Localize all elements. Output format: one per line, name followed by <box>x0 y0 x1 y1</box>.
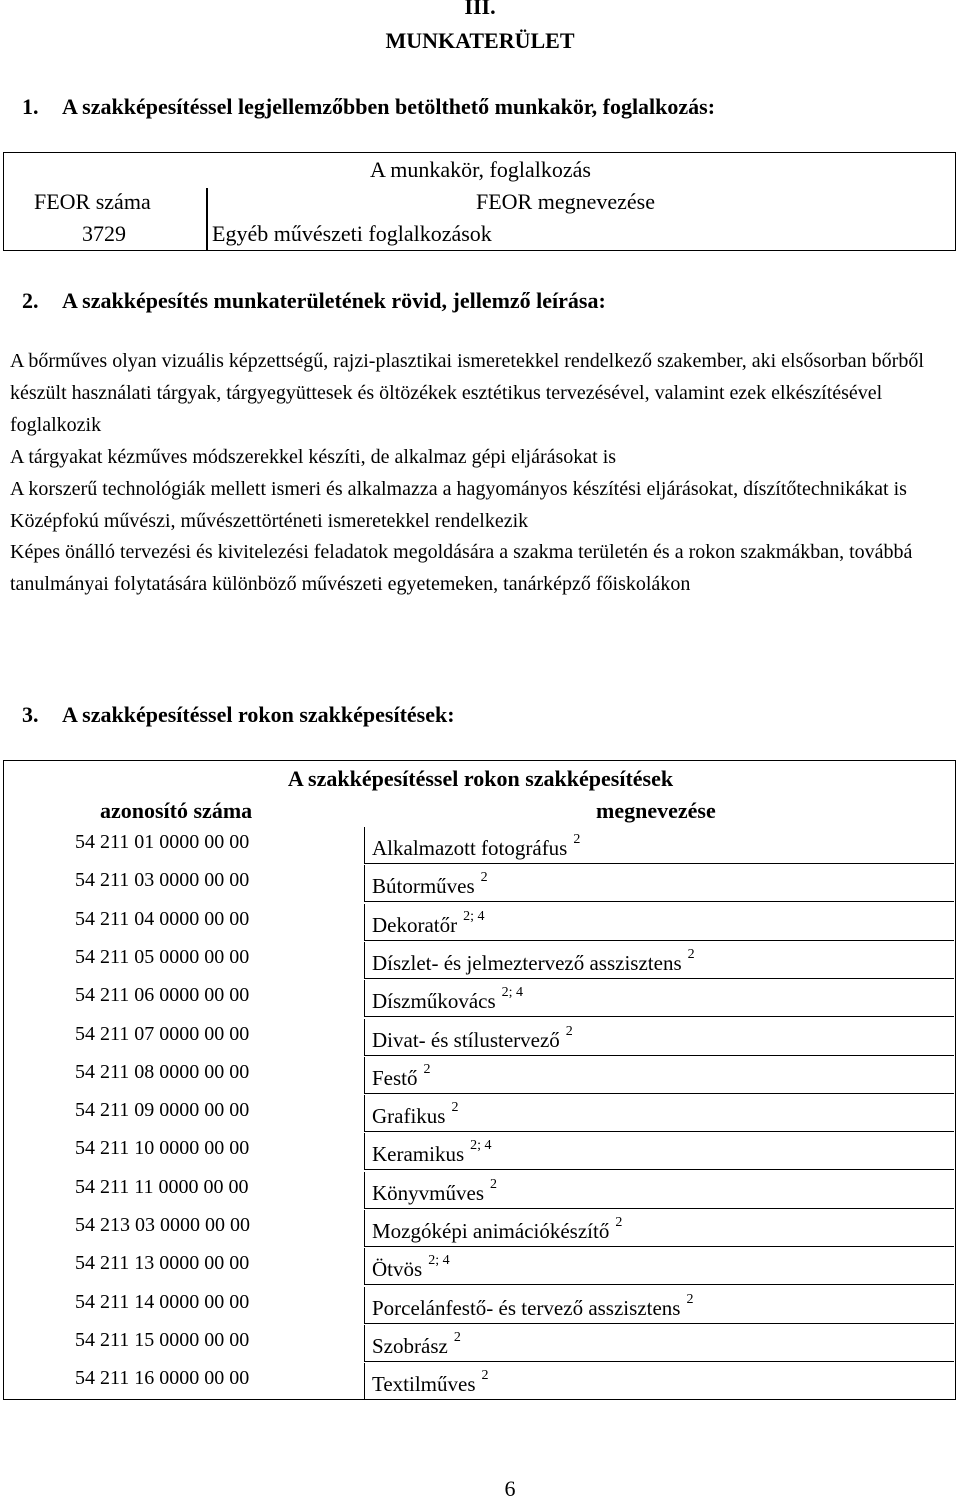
qualification-code: 54 211 10 0000 00 00 <box>75 1137 250 1160</box>
description-paragraph: Képes önálló tervezési és kivitelezési feladatok megoldására a szakma területén és a rokon szakmákban, továbbá tanulmányai folytatására különböző művészeti egyetemeken, tanárképző főiskolákon <box>10 541 913 596</box>
qualification-name: Könyvműves <box>372 1180 484 1205</box>
table-row <box>4 1325 954 1363</box>
footnote-reference: 2 <box>490 1176 497 1192</box>
qualification-name: Porcelánfestő- és tervező asszisztens <box>372 1295 681 1320</box>
table-row <box>4 1095 954 1133</box>
qualification-name-wrap <box>372 832 581 861</box>
section2-number: 2. <box>22 288 39 313</box>
roman-numeral: III. <box>464 0 496 19</box>
qualification-name-wrap <box>372 1291 694 1321</box>
qualification-name: Keramikus <box>372 1142 465 1167</box>
qualification-code: 54 211 11 0000 00 00 <box>75 1175 249 1198</box>
description-paragraph: A korszerű technológiák mellett ismeri és alkalmazza a hagyományos készítési eljárásokat, díszítőtechnikákat is <box>10 477 907 500</box>
qualification-code: 54 213 03 0000 00 00 <box>75 1214 250 1236</box>
qualification-name: Alkalmazott fotográfus <box>372 836 568 860</box>
qualification-name: Szobrász <box>372 1333 448 1358</box>
qualification-name-cell <box>364 1248 954 1285</box>
qualification-name: Textilműves <box>372 1372 476 1397</box>
qualification-code: 54 211 06 0000 00 00 <box>75 984 250 1007</box>
qualification-name-wrap <box>372 1176 497 1206</box>
page-title: MUNKATERÜLET <box>385 28 575 53</box>
table-row <box>4 827 954 865</box>
qualification-name-cell <box>364 865 954 902</box>
footnote-reference: 2; 4 <box>428 1253 450 1269</box>
qualification-name-wrap <box>372 1061 431 1091</box>
qualification-name: Díszlet- és jelmeztervező asszisztens <box>372 950 682 975</box>
feor-col2-header: FEOR megnevezése <box>476 189 655 214</box>
qualification-code: 54 211 16 0000 00 00 <box>75 1367 250 1390</box>
section1-number: 1. <box>22 94 39 119</box>
feor-name: Egyéb művészeti foglalkozások <box>212 221 492 246</box>
qualification-code: 54 211 04 0000 00 00 <box>75 907 250 930</box>
footnote-reference: 2 <box>423 1061 431 1077</box>
section3-heading-text: A szakképesítéssel rokon szakképesítések: <box>62 702 455 727</box>
footnote-reference: 2 <box>615 1215 623 1230</box>
footnote-reference: 2 <box>686 1291 694 1307</box>
footnote-reference: 2; 4 <box>501 985 524 1001</box>
footnote-reference: 2 <box>480 870 488 886</box>
qualification-name-wrap <box>372 1215 623 1244</box>
qualification-name-wrap <box>372 1138 492 1167</box>
qualification-code: 54 211 14 0000 00 00 <box>75 1290 250 1313</box>
table-row <box>4 1248 954 1286</box>
table-row <box>4 1133 954 1171</box>
qualification-name-wrap <box>372 985 524 1014</box>
footnote-reference: 2; 4 <box>470 1138 492 1154</box>
section3-number: 3. <box>22 702 39 727</box>
feor-table-caption: A munkakör, foglalkozás <box>370 157 591 182</box>
qualification-code: 54 211 05 0000 00 00 <box>75 945 250 968</box>
qualification-name: Dekoratőr <box>372 912 458 937</box>
related-col2-header: megnevezése <box>596 798 716 823</box>
description-paragraph: A bőrműves olyan vizuális képzettségű, rajzi-plasztikai ismeretekkel rendelkező szakember, aki elsősorban bőrből készült használati tárgyak, tárgyegyüttesek és öltözékek esztétikus tervezésével, valamint ezek elkészítésével foglalkozik <box>10 350 924 436</box>
footnote-reference: 2 <box>573 832 581 847</box>
table-row <box>4 1363 954 1401</box>
qualification-name-cell <box>364 1057 954 1094</box>
qualification-name: Grafikus <box>372 1104 446 1129</box>
related-col1-header: azonosító száma <box>100 798 253 823</box>
qualification-name: Divat- és stílustervező <box>372 1027 560 1052</box>
table-divider <box>206 188 208 250</box>
footnote-reference: 2 <box>451 1100 459 1116</box>
qualification-name-cell <box>364 1019 954 1056</box>
table-row <box>4 1019 954 1057</box>
footnote-reference: 2 <box>481 1368 489 1384</box>
qualification-code: 54 211 13 0000 00 00 <box>75 1252 250 1275</box>
qualification-code: 54 211 08 0000 00 00 <box>75 1060 250 1083</box>
qualification-name-wrap <box>372 908 485 938</box>
footnote-reference: 2 <box>453 1329 461 1345</box>
footnote-reference: 2 <box>565 1023 573 1039</box>
qualification-name-cell <box>364 1210 954 1247</box>
feor-code: 3729 <box>82 221 126 246</box>
table-row <box>4 1210 954 1248</box>
qualification-name-cell <box>364 1133 954 1170</box>
qualification-name: Mozgóképi animációkészítő <box>372 1219 610 1243</box>
table-row <box>4 904 954 942</box>
table-row <box>4 865 954 903</box>
qualification-name-wrap <box>372 1023 573 1053</box>
feor-col1-header: FEOR száma <box>34 189 151 214</box>
qualification-code: 54 211 07 0000 00 00 <box>75 1022 250 1045</box>
qualification-name-cell <box>364 904 954 941</box>
related-qualifications-table <box>3 760 956 1400</box>
section2-heading <box>22 288 606 314</box>
section3-heading <box>22 702 455 728</box>
qualification-name-wrap <box>372 1368 489 1397</box>
qualification-name-wrap <box>372 1329 461 1359</box>
qualification-name-wrap <box>372 946 695 976</box>
page-number: 6 <box>504 1476 516 1501</box>
work-area-description <box>10 346 940 601</box>
section2-heading-text: A szakképesítés munkaterületének rövid, jellemző leírása: <box>62 288 606 313</box>
qualification-name-cell <box>364 1287 954 1324</box>
qualification-name-wrap <box>372 870 488 899</box>
qualification-name: Díszműkovács <box>372 989 496 1014</box>
related-table-caption: A szakképesítéssel rokon szakképesítések <box>287 766 674 791</box>
table-row <box>4 1057 954 1095</box>
table-row <box>4 980 954 1018</box>
qualification-name-cell <box>364 1325 954 1362</box>
qualification-name-cell <box>364 1095 954 1132</box>
qualification-code: 54 211 03 0000 00 00 <box>75 869 250 892</box>
footnote-reference: 2 <box>687 946 695 962</box>
qualification-code: 54 211 09 0000 00 00 <box>75 1099 250 1122</box>
qualification-name: Festő <box>372 1065 418 1090</box>
description-paragraph: A tárgyakat kézműves módszerekkel készíti, de alkalmaz gépi eljárásokat is <box>10 445 617 468</box>
table-row <box>4 1287 954 1325</box>
qualification-name-cell <box>364 942 954 979</box>
section1-heading <box>22 94 715 120</box>
table-row <box>4 942 954 980</box>
qualification-name-cell <box>364 827 954 864</box>
qualification-name-wrap <box>372 1253 450 1282</box>
qualification-code: 54 211 15 0000 00 00 <box>75 1328 250 1351</box>
qualification-name-cell <box>364 980 954 1017</box>
feor-table <box>3 152 956 251</box>
qualification-name: Bútorműves <box>372 874 475 899</box>
description-paragraph: Középfokú művészi, művészettörténeti ismeretekkel rendelkezik <box>10 509 529 532</box>
qualification-name-cell <box>364 1363 954 1400</box>
section1-heading-text: A szakképesítéssel legjellemzőbben betölthető munkakör, foglalkozás: <box>62 94 716 119</box>
footnote-reference: 2; 4 <box>463 908 485 924</box>
qualification-name-wrap <box>372 1100 459 1129</box>
qualification-name: Ötvös <box>372 1257 423 1282</box>
qualification-code: 54 211 01 0000 00 00 <box>75 831 250 853</box>
qualification-name-cell <box>364 1172 954 1209</box>
table-row <box>4 1172 954 1210</box>
